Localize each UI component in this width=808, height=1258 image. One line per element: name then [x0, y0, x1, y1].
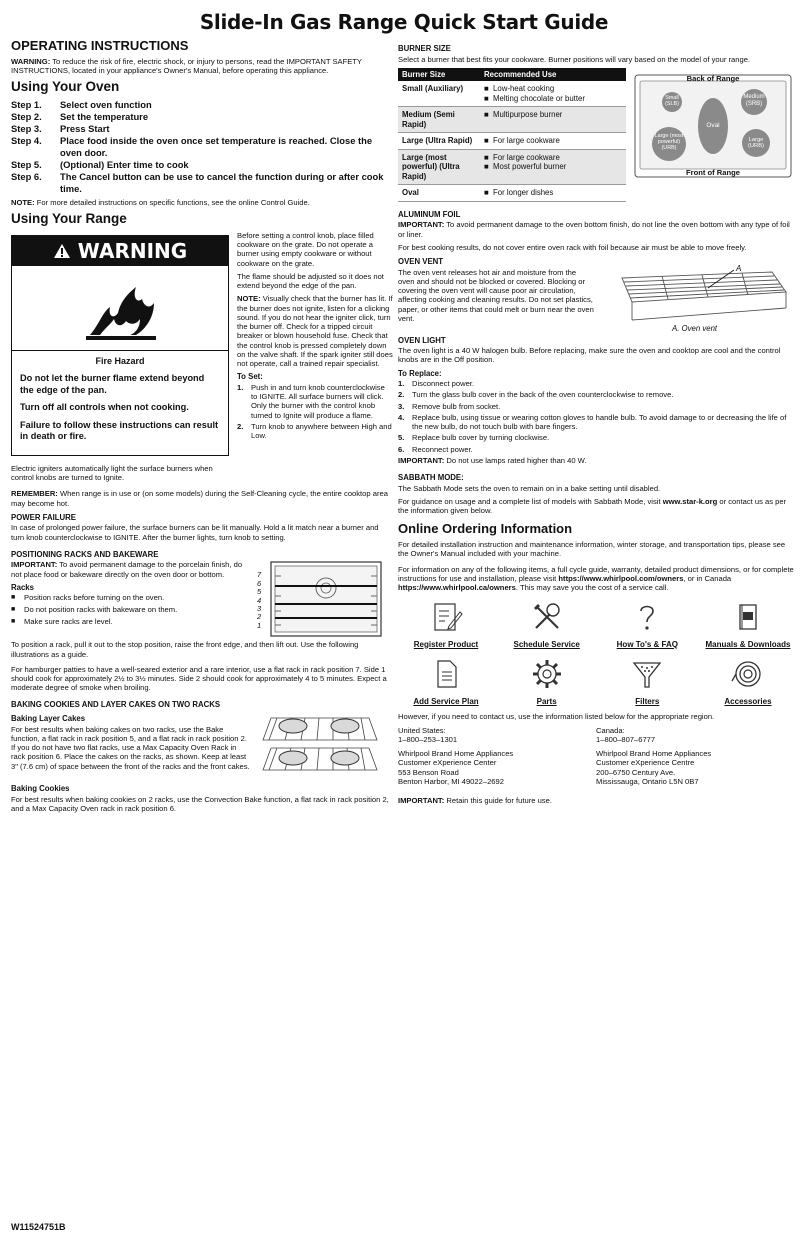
warning-line: Do not let the burner flame extend beyond the edge of the pan. — [20, 373, 205, 395]
replace-label: To Replace: — [398, 368, 442, 378]
igniters-text: Electric igniters automatically light the surface burners when control knobs are turned to Ignite. — [11, 463, 213, 483]
list-item: ■ Do not position racks with bakeware on them. — [11, 604, 178, 614]
range-p1: Before setting a control knob, place filled cookware on the grate. Do not operate a burner using empty cookware or without cookware on the grate. — [237, 230, 374, 268]
parts-link[interactable]: Parts — [499, 657, 595, 706]
power-failure-text: In case of prolonged power failure, the surface burners can be lit manually. Hold a lit match near a burner and turn knob counterclockwise to IGNITE. After the burner lights, turn knob to setting. — [11, 523, 379, 542]
ordering-p1: For detailed installation instruction and maintenance information, winter storage, and transportation tips, please see the Owner's Manual included with your machine. — [398, 540, 786, 559]
how-tos-faq-link[interactable]: How To's & FAQ — [599, 600, 695, 649]
baking-heading: BAKING COOKIES AND LAYER CAKES ON TWO RACKS — [11, 699, 221, 709]
remember-text: REMEMBER: When range is in use or (on some models) during the Self-Cleaning cycle, the entire cooktop area may become hot. — [11, 489, 388, 508]
power-failure-heading: POWER FAILURE — [11, 512, 76, 522]
oven-note: NOTE: For more detailed instructions on specific functions, see the online Control Guide. — [11, 198, 310, 208]
service-icons-row-2 — [398, 657, 796, 706]
document-code: W11524751B — [11, 1222, 66, 1232]
clipboard-pen-icon — [429, 627, 463, 636]
racks-label: Racks — [11, 582, 34, 592]
table-row: Large (Ultra Rapid) ■ For large cookware — [398, 133, 626, 150]
hose-coil-icon — [731, 684, 765, 693]
burner-size-table — [398, 68, 626, 202]
medium-burner-label: Medium (SRB) — [743, 93, 765, 107]
cookies-label: Baking Cookies — [11, 784, 70, 794]
set-step: 2. Turn knob to anywhere between High and Low. — [237, 421, 392, 441]
position-text: To position a rack, pull it out to the stop position, raise the front edge, and then lift out. Use the following illustrations as a guide. — [11, 640, 359, 659]
oval-burner-label: Oval — [706, 121, 720, 129]
racks-section — [11, 560, 393, 640]
hamburger-text: For hamburger patties to have a well-seared exterior and a rare interior, use a flat rack in rack position 7. Side 1 should cook for approximately 2½ to 3½ minutes. Side 2 should cook for approximately 4 to 5 minutes. Expect a moderate degree of smoke when broiling. — [11, 664, 387, 693]
oven-step: Step 4. Place food inside the oven once set temperature is reached. Close the oven door. — [11, 134, 373, 158]
warning-triangle-icon — [53, 239, 78, 263]
warning-line: Turn off all controls when not cooking. — [20, 402, 189, 413]
burner-section — [398, 68, 796, 202]
light-text: The oven light is a 40 W halogen bulb. Before replacing, make sure the oven and cooktop are cool and the control knobs are in the Off position. — [398, 346, 781, 365]
cake-racks-illustration — [257, 710, 383, 780]
document-icon — [429, 684, 463, 693]
table-header: Burner Size — [398, 68, 480, 82]
oven-steps — [11, 99, 393, 195]
ordering-heading: Online Ordering Information — [398, 521, 573, 537]
list-item: ■ Position racks before turning on the oven. — [11, 593, 165, 603]
operating-warning: WARNING: To reduce the risk of fire, electric shock, or injury to persons, read the IMPORTANT SAFETY INSTRUCTIONS, located in your appliance's Owner's Manual, before operating this appliance. — [11, 56, 362, 76]
sabbath-guidance: For guidance on usage and a complete list of models with Sabbath Mode, visit www.star-k.org or contact us as per the information given below. — [398, 496, 787, 515]
list-item: 1. Disconnect power. — [398, 379, 475, 388]
list-item: 6. Reconnect power. — [398, 444, 473, 454]
table-row: Medium (Semi Rapid) ■ Multipurpose burner — [398, 107, 626, 133]
funnel-icon — [630, 684, 664, 693]
light-heading: OVEN LIGHT — [398, 335, 446, 345]
sabbath-heading: SABBATH MODE: — [398, 473, 464, 482]
cookies-text: For best results when baking cookies on 2 racks, use the Convection Bake function, a flat rack in rack position 2, and a Max Capacity Oven rack in rack position 6. — [11, 794, 389, 814]
left-column — [11, 36, 393, 817]
rack-position-illustration — [257, 560, 387, 640]
front-of-range-label: Front of Range — [686, 167, 740, 177]
list-item: 4. Replace bulb, using tissue or wearing cotton gloves to handle bulb. To avoid damage to or decreasing the life of the new bulb, do not touch bulb with bare fingers. — [398, 412, 787, 431]
oven-step: Step 3. Press Start — [11, 122, 110, 134]
right-column — [398, 44, 796, 809]
contact-intro: However, if you need to contact us, use the information listed below for the appropriate region. — [398, 712, 715, 722]
racks-heading: POSITIONING RACKS AND BAKEWARE — [11, 549, 159, 559]
light-important: IMPORTANT: Do not use lamps rated higher than 40 W. — [398, 455, 587, 465]
list-item: 3. Remove bulb from socket. — [398, 401, 501, 411]
list-item: 2. Turn the glass bulb cover in the back of the oven counterclockwise to remove. — [398, 390, 674, 400]
oven-vent-illustration — [602, 263, 792, 334]
burner-size-heading: BURNER SIZE — [398, 44, 451, 53]
oven-step: Step 2. Set the temperature — [11, 110, 149, 122]
vent-text: The oven vent releases hot air and moisture from the oven and should not be blocked or covered. Blocking or covering the oven vent will cause poor air circulation, affecting cooking and cleaning results. Do not set plastics, paper, or other items that could melt or burn near the oven vent. — [398, 267, 594, 323]
tools-icon — [530, 627, 564, 636]
large-burner-label: Large (URB) — [747, 136, 765, 150]
to-set-label: To Set: — [237, 372, 263, 382]
list-item: 5. Replace bulb cover by turning clockwise. — [398, 433, 550, 443]
oven-step: Step 5. (Optional) Enter time to cook — [11, 158, 189, 170]
burner-size-intro: Select a burner that best fits your cookware. Burner positions will vary based on the model of your range. — [398, 54, 751, 64]
table-row: Small (Auxiliary) ■ Low-heat cooking ■ Melting chocolate or butter — [398, 81, 626, 107]
cooktop-diagram — [634, 74, 792, 178]
whirlpool-com-link[interactable]: https://www.whirlpool.com/owners — [558, 573, 684, 583]
whirlpool-ca-link[interactable]: https://www.whirlpool.ca/owners — [398, 583, 516, 593]
range-note: NOTE: Visually check that the burner has lit. If the burner does not ignite, listen for a clicking sound. If you do not hear the igniter click, turn the burner off. Check for a tripped circuit breaker or blown household fuse. Check that the control knob is pressed completely down on the valve shaft. If the spark igniter still does not operate, call a trained repair specialist. — [237, 294, 393, 369]
foil-important: IMPORTANT: To avoid permanent damage to the oven bottom finish, do not line the oven bottom with any type of foil or liner. — [398, 220, 790, 239]
operating-heading: OPERATING INSTRUCTIONS — [11, 38, 189, 53]
warning-line: Failure to follow these instructions can result in death or fire. — [20, 419, 219, 442]
racks-bullets — [11, 593, 251, 626]
vent-marker: A — [736, 263, 742, 273]
manuals-downloads-link[interactable]: Manuals & Downloads — [700, 600, 796, 649]
using-oven-heading: Using Your Oven — [11, 79, 120, 95]
register-product-link[interactable]: Register Product — [398, 600, 494, 649]
warning-body — [12, 351, 228, 455]
table-header: Recommended Use — [480, 68, 626, 82]
range-two-col — [11, 231, 393, 487]
back-of-range-label: Back of Range — [686, 73, 740, 83]
using-range-heading: Using Your Range — [11, 211, 127, 227]
small-burner-label: Small (SLB) — [665, 94, 679, 107]
set-step: 1. Push in and turn knob counterclockwise to IGNITE. All surface burners will click. Only the burner with the control knob turned to Ignite will produce a flame. — [237, 382, 385, 420]
book-icon — [731, 627, 765, 636]
rack-numbers: 7 6 5 4 3 2 1 — [257, 570, 262, 630]
fire-warning-box — [11, 235, 229, 456]
question-mark-icon — [630, 627, 664, 636]
table-row: Oval ■ For longer dishes — [398, 185, 626, 202]
warning-header: WARNING — [12, 236, 228, 266]
schedule-service-link[interactable]: Schedule Service — [499, 600, 595, 649]
list-item: ■ Make sure racks are level. — [11, 616, 113, 626]
ordering-p2: For information on any of the following items, a full cycle guide, warranty, detailed product dimensions, or for complete instructions for use and installation, please visit https://www.whirlpool.com/owners, or in Canada https://www.whirlpool.ca/owners. This may save you the cost of a service call. — [398, 564, 794, 593]
fire-hazard-label: Fire Hazard — [95, 356, 145, 367]
racks-important: IMPORTANT: To avoid permanent damage to the porcelain finish, do not place food or bakeware directly on the oven door or bottom. — [11, 560, 243, 579]
accessories-link[interactable]: Accessories — [700, 657, 796, 706]
replace-steps — [398, 379, 796, 454]
large-powerful-burner-label: Large (most powerful) (URB) — [654, 132, 684, 151]
contacts — [398, 726, 796, 787]
retain-note: IMPORTANT: Retain this guide for future use. — [398, 796, 552, 806]
baking-section — [11, 710, 393, 780]
add-service-plan-link[interactable]: Add Service Plan — [398, 657, 494, 706]
layer-cakes-label: Baking Layer Cakes — [11, 714, 86, 724]
foil-text: For best cooking results, do not cover entire oven rack with foil because air must be able to move freely. — [398, 242, 747, 252]
service-icons-row-1 — [398, 600, 796, 649]
vent-heading: OVEN VENT — [398, 257, 444, 266]
set-steps — [237, 383, 393, 441]
page-title: Slide-In Gas Range Quick Start Guide — [199, 10, 609, 34]
layer-cakes-text: For best results when baking cakes on two racks, use the Bake function, a flat rack in rack position 5, and a flat rack in rack position 2. If you do not have two flat racks, use a Max Capacity Oven Rack in rack position 6. Place the cakes on the racks, as shown. Keep at least 3" (7.6 cm) of space between the front of the racks and the front cakes. — [11, 724, 250, 771]
oven-step: Step 1. Select oven function — [11, 98, 152, 110]
foil-heading: ALUMINUM FOIL — [398, 209, 461, 219]
table-row: Large (most powerful) (Ultra Rapid) ■ For large cookware ■ Most powerful burner — [398, 149, 626, 185]
gear-icon — [530, 684, 564, 693]
vent-section — [398, 263, 796, 334]
vent-caption: A. Oven vent — [672, 323, 718, 333]
fire-icon — [12, 266, 228, 350]
filters-link[interactable]: Filters — [599, 657, 695, 706]
contact-us: United States: 1–800–253–1301 Whirlpool Brand Home Appliances Customer eXperience Center 553 Benson Road Benton Harbor, MI 49022–2692 — [398, 725, 514, 786]
sabbath-text: The Sabbath Mode sets the oven to remain on in a bake setting until disabled. — [398, 483, 661, 493]
contact-canada: Canada: 1–800–807–6777 Whirlpool Brand Home Appliances Customer eXperience Centre 200–6750 Century Ave. Mississauga, Ontario L5N 0B7 — [596, 725, 712, 786]
star-k-link[interactable]: www.star-k.org — [662, 496, 718, 506]
oven-step: Step 6. The Cancel button can be use to cancel the function during or after cook time. — [11, 171, 384, 195]
range-p2: The flame should be adjusted so it does not extend beyond the edge of the pan. — [237, 271, 384, 291]
